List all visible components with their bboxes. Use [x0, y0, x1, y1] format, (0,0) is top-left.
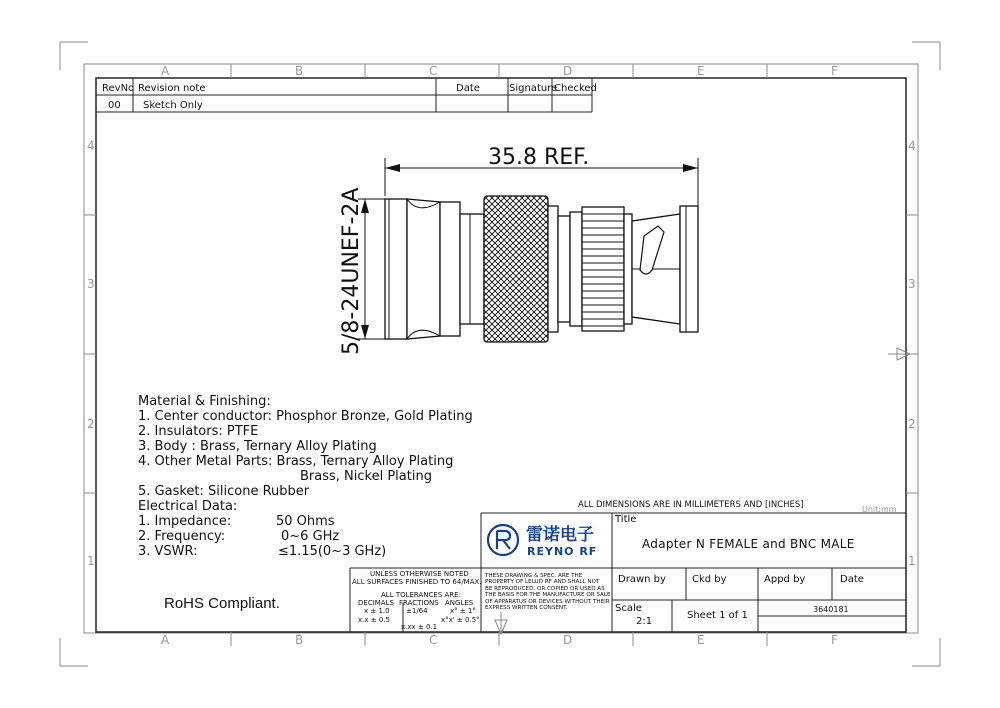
zone-row-4-right: 4	[908, 139, 916, 153]
frequency-value: 0~6 GHz	[281, 529, 340, 544]
property-note	[485, 573, 611, 611]
impedance-value: 50 Ohms	[276, 514, 335, 529]
rev-header-revno: RevNo	[102, 83, 135, 94]
tolerance-col-angles: ANGLES	[445, 599, 474, 607]
rev-row-revno: 00	[108, 100, 121, 111]
zone-col-e-top: E	[697, 64, 705, 78]
property-note-line: EXPRESS WRITTEN CONSENT.	[485, 605, 568, 612]
drawn-by-label: Drawn by	[618, 574, 666, 585]
scale-value: 2:1	[636, 616, 653, 627]
notes-block	[138, 394, 473, 559]
connector-drawing	[358, 158, 698, 342]
impedance-label: 1. Impedance:	[138, 514, 232, 529]
zone-row-3-right: 3	[908, 277, 916, 291]
electrical-vswr	[138, 544, 473, 559]
property-note-line: THE BASIS FOR THE MANUFACTURE OR SALE	[485, 592, 611, 599]
zone-row-4-left: 4	[87, 139, 95, 153]
tolerance-dec3: x.xx ± 0.1	[401, 623, 438, 631]
zone-row-2-right: 2	[908, 417, 916, 431]
zone-col-d-top: D	[563, 64, 573, 78]
tolerance-col-decimals: DECIMALS	[358, 599, 394, 607]
rev-header-checked: Checked	[554, 83, 597, 94]
length-dimension-label: 35.8 REF.	[488, 145, 590, 170]
tolerance-line1: UNLESS OTHERWISE NOTED	[370, 570, 469, 578]
rev-header-signature: Signature	[509, 83, 558, 94]
rev-header-date: Date	[456, 83, 480, 94]
notes-line-1: 1. Center conductor: Phosphor Bronze, Gold Plating	[138, 409, 473, 424]
rohs-label: RoHS Compliant.	[164, 595, 280, 612]
scale-label: Scale	[615, 603, 642, 614]
zone-col-c-top: C	[429, 64, 438, 78]
notes-line-5: 5. Gasket: Silicone Rubber	[138, 484, 310, 499]
electrical-frequency	[138, 529, 473, 544]
property-note-line: PROPERTY OF LELUO RF AND SHALL NOT	[485, 579, 600, 586]
notes-line-3: 3. Body : Brass, Ternary Alloy Plating	[138, 439, 377, 454]
vswr-value: ≤1.15(0~3 GHz)	[278, 544, 387, 559]
centering-arrow-bottom	[495, 612, 507, 634]
zone-row-1-left: 1	[87, 554, 95, 568]
property-note-line: BE REPRODUCED, OR COPIED OR USED AS	[485, 585, 605, 592]
reyno-logo-mark	[488, 525, 518, 555]
notes-line-2: 2. Insulators: PTFE	[138, 424, 259, 439]
tolerance-line2: ALL SURFACES FINISHED TO 64/MAX.	[352, 578, 482, 586]
property-note-line: OF APPARATUS OR DEVICES WITHOUT THEIR	[485, 598, 610, 605]
tolerance-col-fractions: FRACTIONS	[399, 599, 439, 607]
notes-line-4: 4. Other Metal Parts: Brass, Ternary Alloy Plating	[138, 454, 454, 469]
property-note-line: THESE DRAWING & SPEC. ARE THE	[485, 573, 583, 579]
tolerance-ang1: x° ± 1°	[450, 607, 476, 615]
dimensions-note: ALL DIMENSIONS ARE IN MILLIMETERS AND [INCHES]	[578, 500, 804, 510]
notes-material-heading: Material & Finishing:	[138, 394, 271, 409]
electrical-impedance	[138, 514, 473, 529]
unit-label: Unit:mm	[862, 505, 897, 514]
tolerance-line3: ALL TOLERANCES ARE:	[381, 591, 461, 599]
zone-row-1-right: 1	[908, 554, 916, 568]
vswr-label: 3. VSWR:	[138, 544, 198, 559]
part-number: 3640181	[813, 605, 849, 614]
title-label: Title	[615, 514, 637, 525]
rev-row-note: Sketch Only	[143, 100, 203, 111]
tolerance-dec1: x ± 1.0	[364, 607, 390, 615]
appd-by-label: Appd by	[764, 574, 806, 585]
zone-col-c-bottom: C	[429, 633, 438, 647]
zone-row-2-left: 2	[87, 417, 95, 431]
company-name-en: REYNO RF	[527, 545, 598, 558]
zone-col-e-bottom: E	[697, 633, 705, 647]
tolerance-frac1: ±1/64	[406, 607, 428, 615]
zone-col-a-top: A	[161, 64, 170, 78]
sheet-label: Sheet 1 of 1	[687, 610, 748, 621]
thread-dimension-label: 5/8-24UNEF-2A	[339, 187, 364, 355]
zone-row-3-left: 3	[87, 277, 95, 291]
zone-col-d-bottom: D	[563, 633, 573, 647]
ckd-by-label: Ckd by	[692, 574, 727, 585]
zone-col-a-bottom: A	[161, 633, 170, 647]
zone-col-b-top: B	[295, 64, 304, 78]
notes-electrical-heading: Electrical Data:	[138, 499, 238, 514]
zone-col-f-bottom: F	[831, 633, 838, 647]
frequency-label: 2. Frequency:	[138, 529, 226, 544]
notes-line-4b: Brass, Nickel Plating	[300, 469, 432, 484]
date-label: Date	[840, 574, 864, 585]
rev-header-note: Revision note	[138, 83, 206, 94]
tolerance-ang2: x°x' ± 0.5°	[441, 616, 480, 624]
tolerance-dec2: x.x ± 0.5	[358, 616, 390, 624]
zone-col-f-top: F	[831, 64, 838, 78]
drawing-title: Adapter N FEMALE and BNC MALE	[642, 537, 855, 551]
zone-col-b-bottom: B	[295, 633, 304, 647]
company-name-cn: 雷诺电子	[526, 525, 594, 545]
